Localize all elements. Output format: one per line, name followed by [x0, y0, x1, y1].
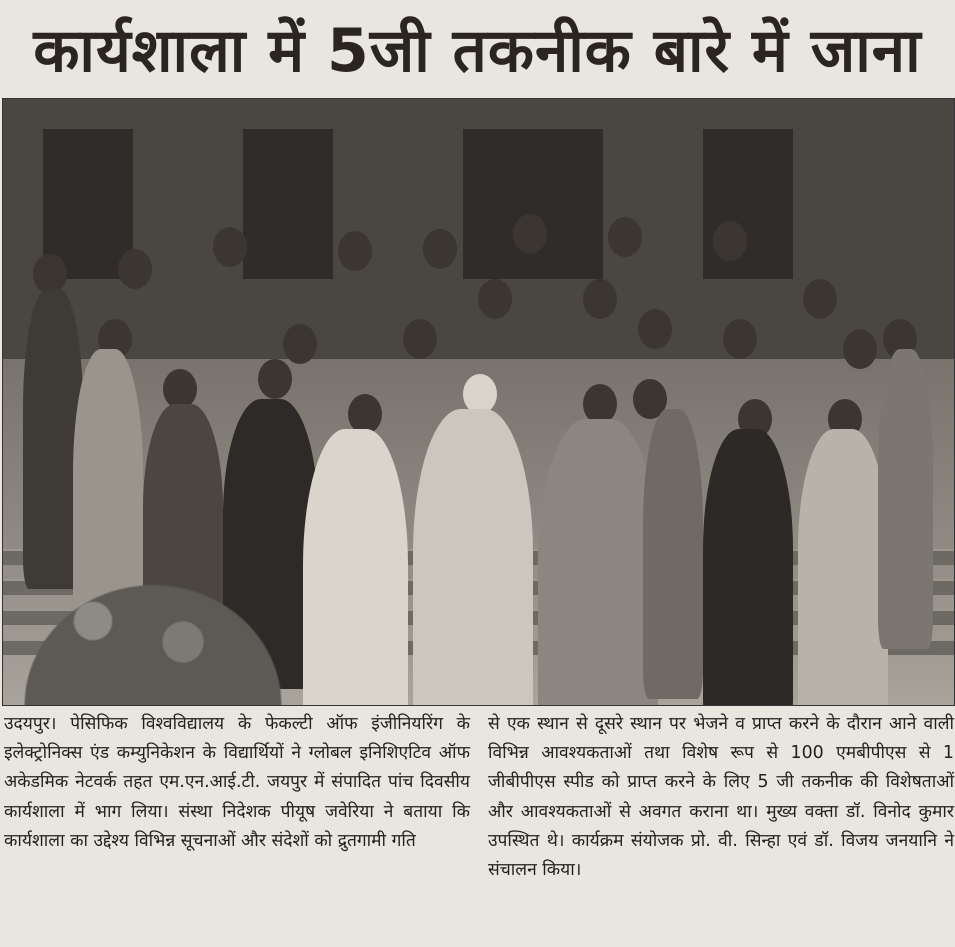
article-text-left: उदयपुर। पेसिफिक विश्वविद्यालय के फेकल्टी ऑफ इंजीनियरिंग के इलेक्ट्रोनिक्स एंड कम्युनिकेशन के विद्यार्थियों ने ग्लोबल इनिशिएटिव ऑफ अकेडमिक नेटवर्क तहत एम.एन.आई.टी. जयपुर में संपादित पांच दिवसीय कार्यशाला में भाग लिया। संस्था निदेशक पीयूष जवेरिया ने बताया कि कार्यशाला का उद्देश्य विभिन्न सूचनाओं और संदेशों को द्रुतगामी गति — [4, 714, 470, 851]
article-column-right — [488, 710, 954, 946]
group-photo — [2, 98, 955, 706]
article-text-right: से एक स्थान से दूसरे स्थान पर भेजने व प्राप्त करने के दौरान आने वाली विभिन्न आवश्यकताओं तथा विशेष रूप से 100 एमबीपीएस से 1 जीबीपीएस स्पीड को प्राप्त करने के लिए 5 जी तकनीक की विशेषताओं और आवश्यकताओं से अवगत कराना था। मुख्य वक्ता डॉ. विनोद कुमार उपस्थित थे। कार्यक्रम संयोजक प्रो. वी. सिन्हा एवं डॉ. विजय जनयानि ने संचालन किया। — [488, 714, 954, 881]
headline: कार्यशाला में 5जी तकनीक बारे में जाना — [33, 16, 922, 86]
article-column-left — [4, 710, 470, 946]
plant-bush — [3, 565, 303, 705]
